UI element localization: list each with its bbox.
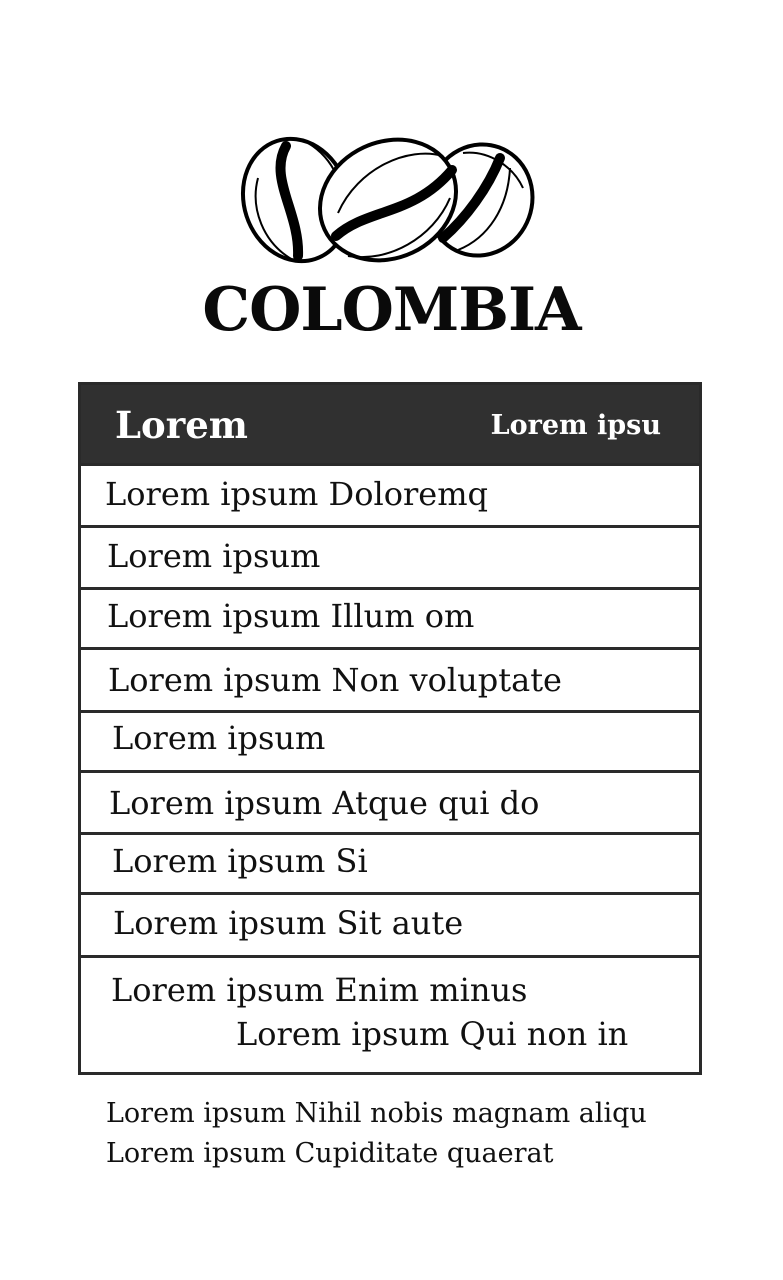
- table-row: [81, 587, 699, 647]
- row-text: Lorem ipsum Illum om: [107, 597, 475, 635]
- brand-title: COLOMBIA: [202, 275, 581, 345]
- table-row: [81, 770, 699, 832]
- footnote-line-2: Lorem ipsum Cupiditate quaerat: [106, 1138, 554, 1169]
- footnote: [106, 1094, 647, 1174]
- header-right-label: Lorem ipsu: [490, 410, 661, 441]
- row-text: Lorem ipsum Sit aute: [113, 904, 464, 942]
- menu-table: [78, 382, 702, 1075]
- row-text: Lorem ipsum Non voluptate: [108, 661, 562, 699]
- table-row: [81, 955, 699, 1072]
- table-row: [81, 647, 699, 710]
- table-header: [81, 385, 699, 463]
- table-row: [81, 832, 699, 892]
- row-text: Lorem ipsum Si: [112, 842, 368, 880]
- row-text: Lorem ipsum Enim minus: [111, 971, 528, 1009]
- row-subtext: Lorem ipsum Qui non in: [236, 1015, 629, 1053]
- header-left-label: Lorem: [115, 403, 248, 447]
- table-row: [81, 892, 699, 955]
- table-row: [81, 463, 699, 525]
- coffee-beans-icon: [238, 128, 538, 273]
- footnote-line-1: Lorem ipsum Nihil nobis magnam aliqu: [106, 1098, 647, 1129]
- table-row: [81, 525, 699, 587]
- row-text: Lorem ipsum: [112, 719, 326, 757]
- table-row: [81, 710, 699, 770]
- row-text: Lorem ipsum Doloremq: [105, 475, 489, 513]
- row-text: Lorem ipsum Atque qui do: [109, 784, 540, 822]
- row-text: Lorem ipsum: [107, 537, 321, 575]
